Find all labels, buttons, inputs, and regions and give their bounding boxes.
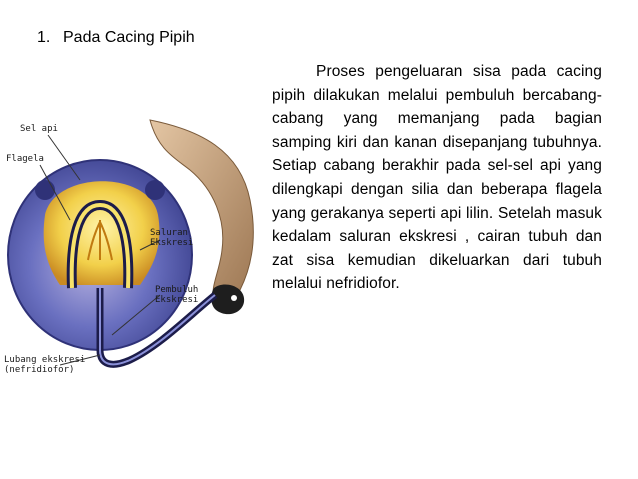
label-saluran-ekskresi-2: Ekskresi [150, 238, 194, 248]
label-flagela: Flagela [6, 154, 44, 164]
label-lubang-ekskresi-1: Lubang ekskresi [4, 355, 86, 365]
section-heading [37, 28, 195, 48]
label-pembuluh-ekskresi-2: Ekskresi [155, 295, 199, 305]
flame-cell-chamber [44, 181, 160, 285]
heading-number: 1. [37, 29, 51, 46]
heading-title: Pada Cacing Pipih [63, 29, 195, 46]
label-saluran-ekskresi-1: Saluran [150, 228, 188, 238]
label-pembuluh-ekskresi-1: Pembuluh [155, 285, 199, 295]
body-paragraph: Proses pengeluaran sisa pada cacing pipih dilakukan melalui pembuluh bercabang-cabang yang memanjang pada bagian samping kiri dan kanan disepanjang tubuhnya. Setiap cabang berakhir pada sel-sel api yang dilengkapi dengan silia dan beberapa flagela yang gerakanya seperti api lilin. Setelah masuk kedalam saluran ekskresi , cairan tubuh dan zat sisa kemudian dikeluarkan dari tubuh melalui nefridiofor. [272, 63, 602, 293]
flame-cell-figure [0, 110, 275, 400]
label-lubang-ekskresi-2: (nefridiofor) [4, 365, 75, 375]
label-sel-api: Sel api [20, 124, 58, 134]
